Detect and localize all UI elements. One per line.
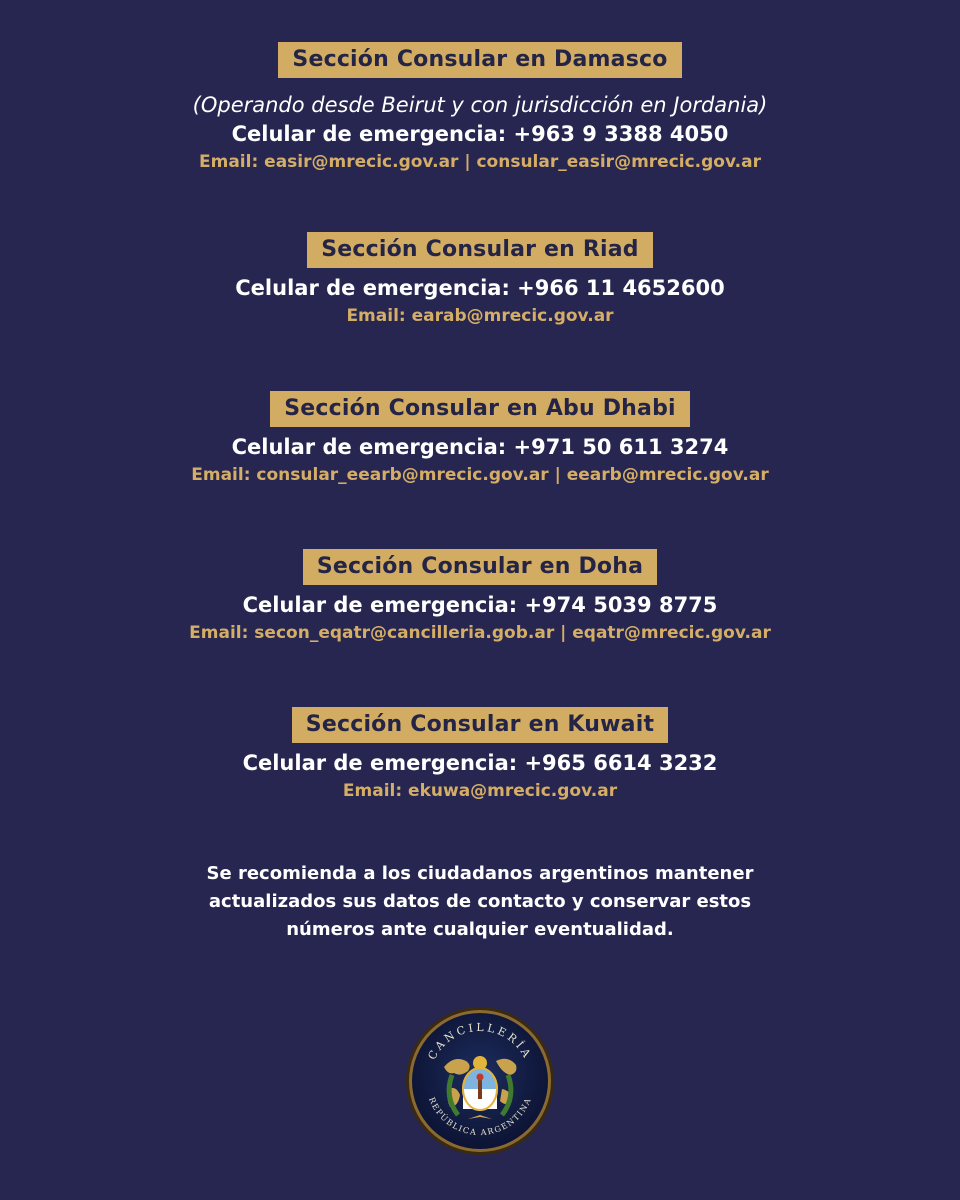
emergency-phone[interactable]: Celular de emergencia: +963 9 3388 4050 bbox=[231, 122, 729, 146]
jurisdiction-note: (Operando desde Beirut y con jurisdicción en Jordania) bbox=[192, 93, 768, 117]
emergency-phone[interactable]: Celular de emergencia: +966 11 4652600 bbox=[235, 276, 725, 300]
email-contact[interactable]: Email: secon_eqatr@cancilleria.gob.ar | eqatr@mrecic.gov.ar bbox=[189, 623, 771, 643]
section-title: Sección Consular en Riad bbox=[307, 232, 653, 268]
email-contact[interactable]: Email: ekuwa@mrecic.gov.ar bbox=[342, 781, 618, 801]
section-riad bbox=[0, 232, 960, 330]
email-contact[interactable]: Email: consular_eearb@mrecic.gov.ar | eearb@mrecic.gov.ar bbox=[191, 465, 769, 485]
section-title: Sección Consular en Abu Dhabi bbox=[270, 391, 690, 427]
emergency-phone[interactable]: Celular de emergencia: +971 50 611 3274 bbox=[231, 435, 729, 459]
section-kuwait bbox=[0, 707, 960, 805]
recommendation-text bbox=[0, 860, 960, 944]
section-damasco bbox=[0, 42, 960, 176]
emergency-phone[interactable]: Celular de emergencia: +965 6614 3232 bbox=[242, 751, 718, 775]
svg-text:REPÚBLICA ARGENTINA: REPÚBLICA ARGENTINA bbox=[426, 1095, 534, 1138]
recommendation-line: Se recomienda a los ciudadanos argentinos mantener bbox=[206, 863, 754, 884]
emergency-phone[interactable]: Celular de emergencia: +974 5039 8775 bbox=[242, 593, 718, 617]
recommendation-line: actualizados sus datos de contacto y conservar estos bbox=[208, 891, 752, 912]
section-doha bbox=[0, 549, 960, 647]
email-contact[interactable]: Email: easir@mrecic.gov.ar | consular_easir@mrecic.gov.ar bbox=[199, 152, 761, 172]
section-title: Sección Consular en Kuwait bbox=[292, 707, 668, 743]
section-abu-dhabi bbox=[0, 391, 960, 489]
email-contact[interactable]: Email: earab@mrecic.gov.ar bbox=[346, 306, 614, 326]
section-title: Sección Consular en Damasco bbox=[278, 42, 681, 78]
section-title: Sección Consular en Doha bbox=[303, 549, 657, 585]
svg-text:CANCILLERÍA: CANCILLERÍA bbox=[425, 1020, 535, 1063]
recommendation-line: números ante cualquier eventualidad. bbox=[286, 919, 674, 940]
cancilleria-seal-icon bbox=[404, 1005, 556, 1157]
